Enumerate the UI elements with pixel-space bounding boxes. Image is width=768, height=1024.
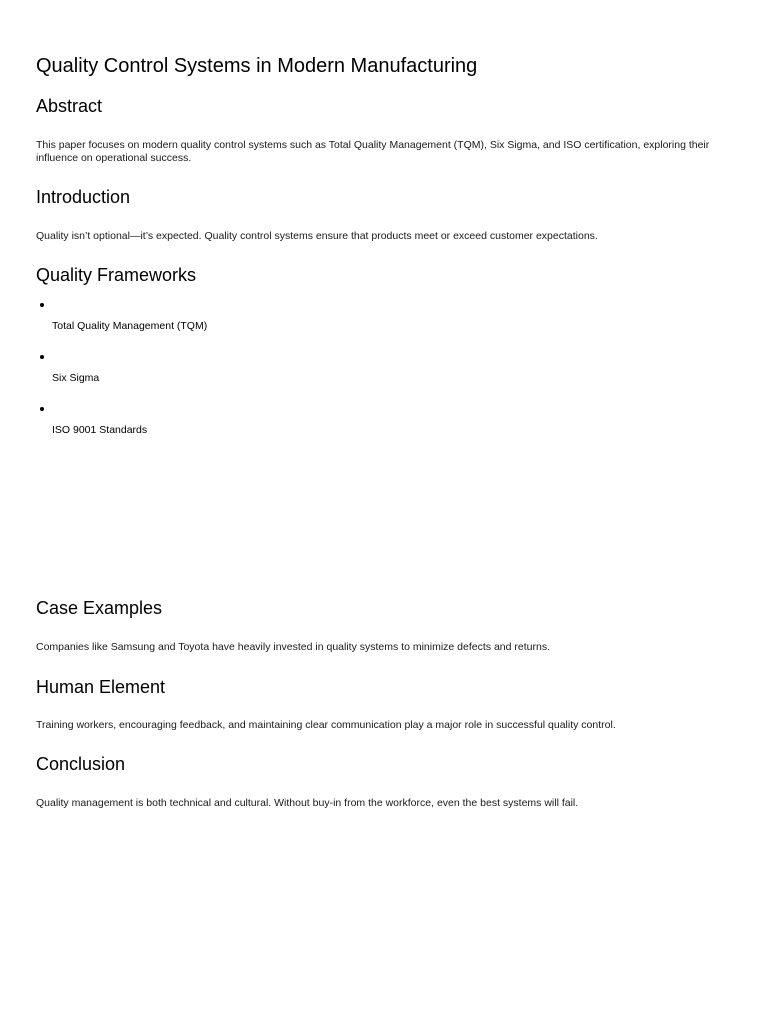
list-item-text: Total Quality Management (TQM) <box>52 320 208 332</box>
frameworks-heading: Quality Frameworks <box>36 265 197 285</box>
list-item <box>36 300 436 352</box>
abstract-heading: Abstract <box>36 96 103 116</box>
bullet-icon <box>40 355 44 359</box>
introduction-text: Quality isn’t optional—it’s expected. Quality control systems ensure that products meet or exceed customer expectations. <box>36 230 598 242</box>
introduction-heading: Introduction <box>36 187 131 207</box>
list-item <box>36 352 436 404</box>
conclusion-text: Quality management is both technical and cultural. Without buy-in from the workforce, even the best systems will fail. <box>36 797 579 809</box>
list-item <box>36 404 436 456</box>
page-title: Quality Control Systems in Modern Manufacturing <box>36 55 478 77</box>
list-item-text: Six Sigma <box>52 372 100 384</box>
list-item-text: ISO 9001 Standards <box>52 424 148 436</box>
human-element-text: Training workers, encouraging feedback, and maintaining clear communication play a major role in successful quality control. <box>36 719 616 731</box>
case-examples-heading: Case Examples <box>36 598 163 618</box>
conclusion-heading: Conclusion <box>36 754 126 774</box>
abstract-text: This paper focuses on modern quality control systems such as Total Quality Management (TQM), Six Sigma, and ISO certification, exploring their influence on operational success. <box>36 139 710 164</box>
bullet-icon <box>40 303 44 307</box>
human-element-heading: Human Element <box>36 677 166 697</box>
bullet-icon <box>40 407 44 411</box>
frameworks-list <box>36 300 436 456</box>
case-examples-text: Companies like Samsung and Toyota have heavily invested in quality systems to minimize defects and returns. <box>36 641 550 653</box>
